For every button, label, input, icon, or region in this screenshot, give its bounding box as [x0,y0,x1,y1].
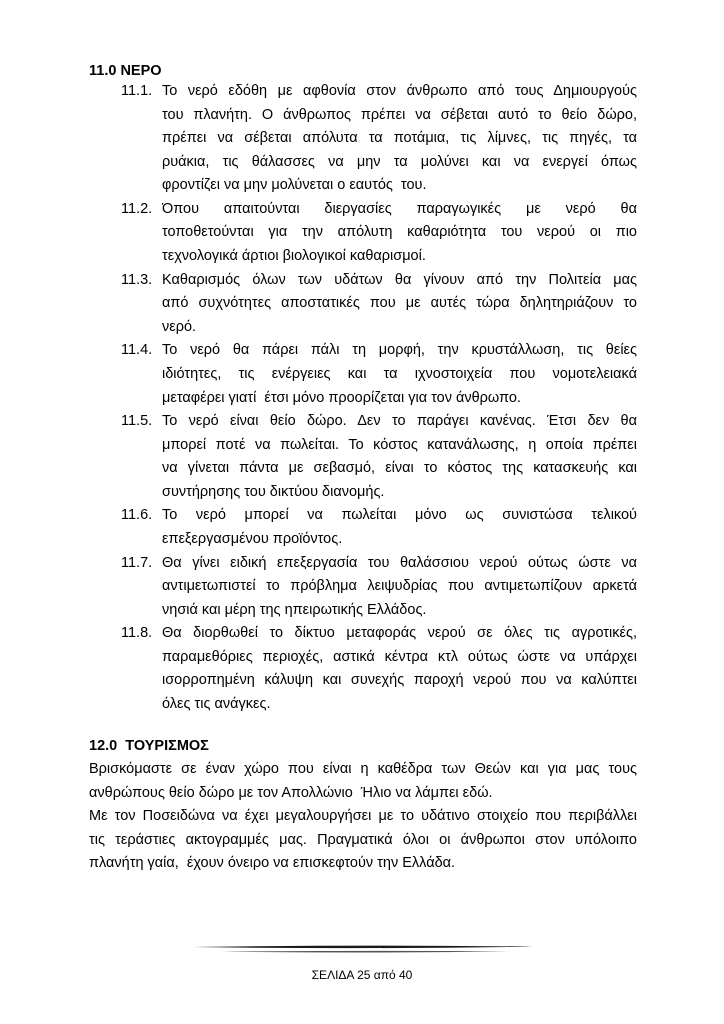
list-item-11-2 [121,198,637,269]
text-line: πλανήτη γαία, έχουν όνειρο να επισκεφτούν την Ελλάδα. [89,855,456,872]
divider-stroke [221,951,511,953]
text-line: Καθαρισμός όλων των υδάτων θα γίνουν από την Πολιτεία μας [162,271,637,288]
text-line: Θα διορθωθεί το δίκτυο μεταφοράς νερού σε όλες τις αγροτικές, [162,625,637,642]
paragraph [89,805,637,876]
text-line: ρυάκια, τις θάλασσες να μην τα μολύνει και να ενεργεί όπως [162,153,637,170]
text-line: να γίνεται πάντα με σεβασμό, είναι το κόστος της κατασκευής και [162,460,637,477]
text-line: μπορεί ποτέ να πωλείται. Το κόστος κατανάλωσης, η οποία πρέπει [162,436,637,453]
item-number: 11.3. [121,271,153,288]
text-line: από συχνότητες αποστατικές που με αυτές τώρα δηλητηριάζουν το [162,295,637,312]
item-number: 11.7. [121,554,153,571]
list-item-11-1 [121,80,637,198]
item-text [162,410,637,504]
text-line: Θα γίνει ειδική επεξεργασία του θαλάσσιου νερού ούτως ώστε να [162,554,637,571]
water-provisions-list [121,80,637,717]
tourism-text [89,758,637,876]
list-item-11-3 [121,269,637,340]
text-line: ισορροπημένη κάλυψη και συνεχής παροχή νερού που να καλύπτει [162,672,637,689]
text-line: παραμεθόριες περιοχές, αστικά κέντρα κτλ ούτως ώστε να υπάρχει [162,648,637,665]
text-line: αντιμετωπιστεί το πρόβλημα λειψυδρίας που αντιμετωπίζουν αρκετά [162,578,637,595]
text-line: Το νερό εδόθη με αφθονία στον άνθρωπο από τους Δημιουργούς [162,83,637,99]
divider-stroke [193,946,533,949]
text-line: όλες τις ανάγκες. [162,696,271,713]
text-line: Το νερό θα πάρει πάλι τη μορφή, την κρυστάλλωση, τις θείες [162,342,637,359]
text-line: ανθρώπους θείο δώρο με τον Απολλώνιο Ήλιο να λάμπει εδώ. [89,784,493,801]
item-text [162,80,637,198]
text-line: τις τεράστιες ακτογραμμές μας. Πραγματικά όλοι οι άνθρωποι στον υπόλοιπο [89,831,637,848]
section-heading-12: 12.0 ΤΟΥΡΙΣΜΟΣ [89,738,209,754]
paragraph [89,758,637,805]
text-line: τεχνολογικά άρτιοι βιολογικοί καθαρισμοί. [162,248,426,265]
text-line: νερό. [162,318,197,335]
item-number: 11.8. [121,625,153,642]
item-text [162,339,637,410]
page-number: ΣΕΛΙΔΑ 25 από 40 [311,968,413,982]
text-line: τοποθετούνται για την απόλυτη καθαριότητα του νερού οι πιο [162,224,637,241]
list-item-11-5 [121,410,637,504]
item-text [162,552,637,623]
item-text [162,269,637,340]
list-item-11-6 [121,504,637,551]
text-line: συντήρησης του δικτύου διανομής. [162,483,385,500]
item-number: 11.1. [121,83,153,99]
text-line: Όπου απαιτούνται διεργασίες παραγωγικές με νερό θα [162,200,637,217]
text-line: Με τον Ποσειδώνα να έχει μεγαλουργήσει με το υδάτινο στοιχείο που περιβάλλει [89,808,637,825]
text-line: επεξεργασμένου προϊόντος. [162,530,343,547]
list-item-11-7 [121,552,637,623]
section-heading-11: 11.0 ΝΕΡΟ [89,63,162,79]
item-number: 11.5. [121,413,153,430]
footer-divider [193,941,533,957]
item-number: 11.2. [121,200,153,217]
item-text [162,198,637,269]
list-item-11-8 [121,622,637,716]
text-line: μεταφέρει γιατί έτσι μόνο προορίζεται για τον άνθρωπο. [162,389,521,406]
text-line: Το νερό μπορεί να πωλείται μόνο ως συνιστώσα τελικού [162,507,637,524]
item-number: 11.4. [121,342,153,359]
text-line: νησιά και μέρη της ηπειρωτικής Ελλάδος. [162,601,427,618]
text-line: πρέπει να σέβεται απόλυτα τα ποτάμια, τις λίμνες, τις πηγές, τα [162,130,637,147]
text-line: του πλανήτη. Ο άνθρωπος πρέπει να σέβεται αυτό το θείο δώρο, [162,106,637,123]
list-item-11-4 [121,339,637,410]
item-number: 11.6. [121,507,153,524]
item-text [162,622,637,716]
text-line: Το νερό είναι θείο δώρο. Δεν το παράγει κανένας. Έτσι δεν θα [162,413,637,430]
item-text [162,504,637,551]
text-line: φροντίζει να μην μολύνεται ο εαυτός του. [162,177,427,194]
text-line: Βρισκόμαστε σε έναν χώρο που είναι η καθέδρα των Θεών και για μας τους [89,761,637,777]
text-line: ιδιότητες, τις ενέργειες και τα ιχνοστοιχεία που νομοτελειακά [162,365,637,382]
